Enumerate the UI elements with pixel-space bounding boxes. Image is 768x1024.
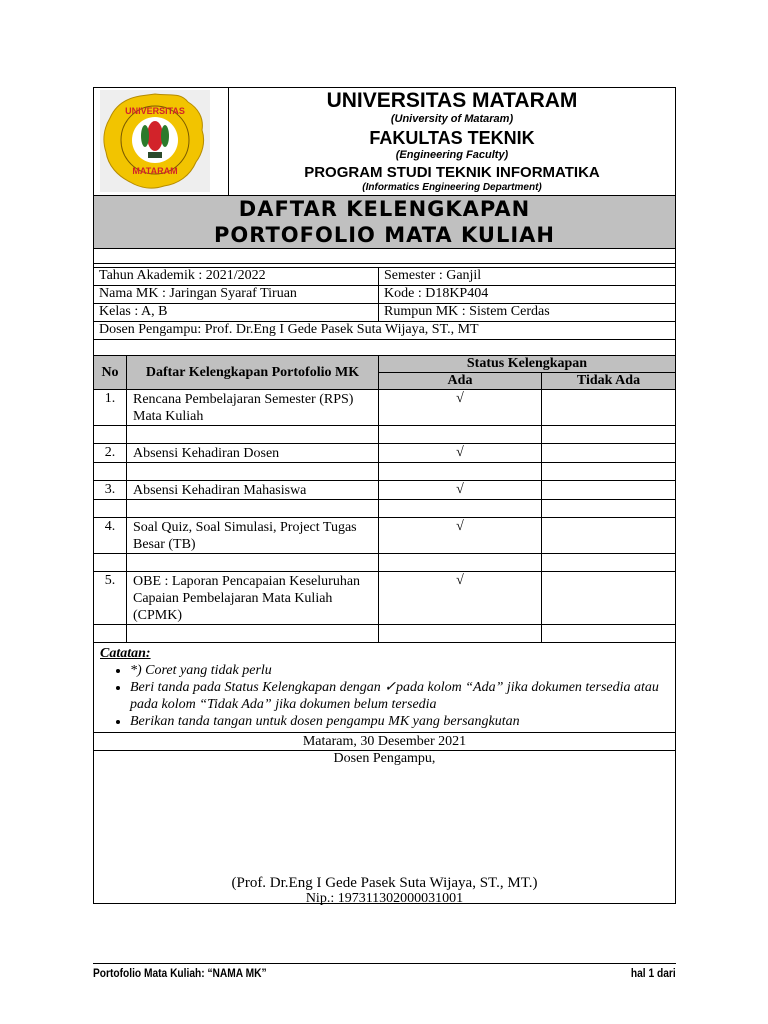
logo-cell <box>94 88 229 196</box>
academic-year: Tahun Akademik : 2021/2022 <box>94 268 379 286</box>
table-row: 3. Absensi Kehadiran Mahasiswa √ <box>94 481 676 500</box>
signature-date: Mataram, 30 Desember 2021 <box>94 733 676 751</box>
form-title <box>94 196 676 249</box>
table-row: 1. Rencana Pembelajaran Semester (RPS) Mata Kuliah √ <box>94 390 676 426</box>
signature-block <box>94 751 676 904</box>
table-row: 4. Soal Quiz, Soal Simulasi, Project Tugas Besar (TB) √ <box>94 518 676 554</box>
check-mark[interactable]: √ <box>379 481 542 500</box>
course-code: Kode : D18KP404 <box>379 286 676 304</box>
class-list: Kelas : A, B <box>94 304 379 322</box>
check-mark[interactable]: √ <box>379 572 542 625</box>
signature-name: (Prof. Dr.Eng I Gede Pasek Suta Wijaya, ST., MT.) <box>231 875 538 891</box>
note-item: • Berikan tanda tangan untuk dosen pengampu MK yang bersangkutan <box>130 713 675 730</box>
semester: Semester : Ganjil <box>379 268 676 286</box>
program-name-en: (Informatics Engineering Department) <box>362 182 542 193</box>
faculty-name: FAKULTAS TEKNIK <box>369 128 535 148</box>
table-row: 5. OBE : Laporan Pencapaian Keseluruhan Capaian Pembelajaran Mata Kuliah (CPMK) √ <box>94 572 676 625</box>
check-mark[interactable]: √ <box>379 518 542 554</box>
col-tidak-ada: Tidak Ada <box>542 373 676 390</box>
check-cell-tidak[interactable] <box>542 481 676 500</box>
spacer-row <box>94 249 676 264</box>
page-footer <box>93 963 676 980</box>
svg-text:MATARAM: MATARAM <box>132 166 178 176</box>
university-heading <box>229 88 676 196</box>
university-seal-icon <box>100 90 210 192</box>
check-cell-tidak[interactable] <box>542 444 676 463</box>
col-ada: Ada <box>379 373 542 390</box>
col-status: Status Kelengkapan <box>379 356 676 373</box>
check-cell-tidak[interactable] <box>542 390 676 426</box>
notes-heading: Catatan: <box>100 646 151 661</box>
checklist-table <box>93 355 676 904</box>
portfolio-form <box>93 87 676 904</box>
check-mark[interactable]: √ <box>379 390 542 426</box>
lecturer: Dosen Pengampu: Prof. Dr.Eng I Gede Pasek Suta Wijaya, ST., MT <box>94 322 676 340</box>
check-mark[interactable]: √ <box>379 444 542 463</box>
university-name: UNIVERSITAS MATARAM <box>326 89 578 112</box>
university-logo <box>100 90 210 192</box>
spacer-row <box>94 340 676 356</box>
form-title-line2: PORTOFOLIO MATA KULIAH <box>214 223 555 247</box>
header-table <box>93 87 676 264</box>
course-name: Nama MK : Jaringan Syaraf Tiruan <box>94 286 379 304</box>
svg-text:UNIVERSITAS: UNIVERSITAS <box>125 106 185 116</box>
check-cell-tidak[interactable] <box>542 572 676 625</box>
col-item: Daftar Kelengkapan Portofolio MK <box>127 356 379 390</box>
signature-nip: Nip.: 197311302000031001 <box>305 891 464 906</box>
form-title-line1: DAFTAR KELENGKAPAN <box>238 197 531 221</box>
university-name-en: (University of Mataram) <box>390 113 514 125</box>
check-cell-tidak[interactable] <box>542 518 676 554</box>
faculty-name-en: (Engineering Faculty) <box>395 149 509 161</box>
footer-page-number: hal 1 dari <box>631 966 676 980</box>
footer-course: Portofolio Mata Kuliah: “NAMA MK” <box>93 966 267 980</box>
program-name: PROGRAM STUDI TEKNIK INFORMATIKA <box>304 164 600 181</box>
note-item: • Beri tanda pada Status Kelengkapan dengan ✓pada kolom “Ada” jika dokumen tersedia atau pada kolom “Tidak Ada” jika dokumen belum tersedia <box>130 679 675 713</box>
course-cluster: Rumpun MK : Sistem Cerdas <box>379 304 676 322</box>
course-info-table <box>93 263 676 356</box>
signature-role: Dosen Pengampu, <box>333 751 436 766</box>
col-no: No <box>94 356 127 390</box>
note-item: • *) Coret yang tidak perlu <box>130 662 675 679</box>
table-row: 2. Absensi Kehadiran Dosen √ <box>94 444 676 463</box>
notes-section <box>94 643 676 733</box>
